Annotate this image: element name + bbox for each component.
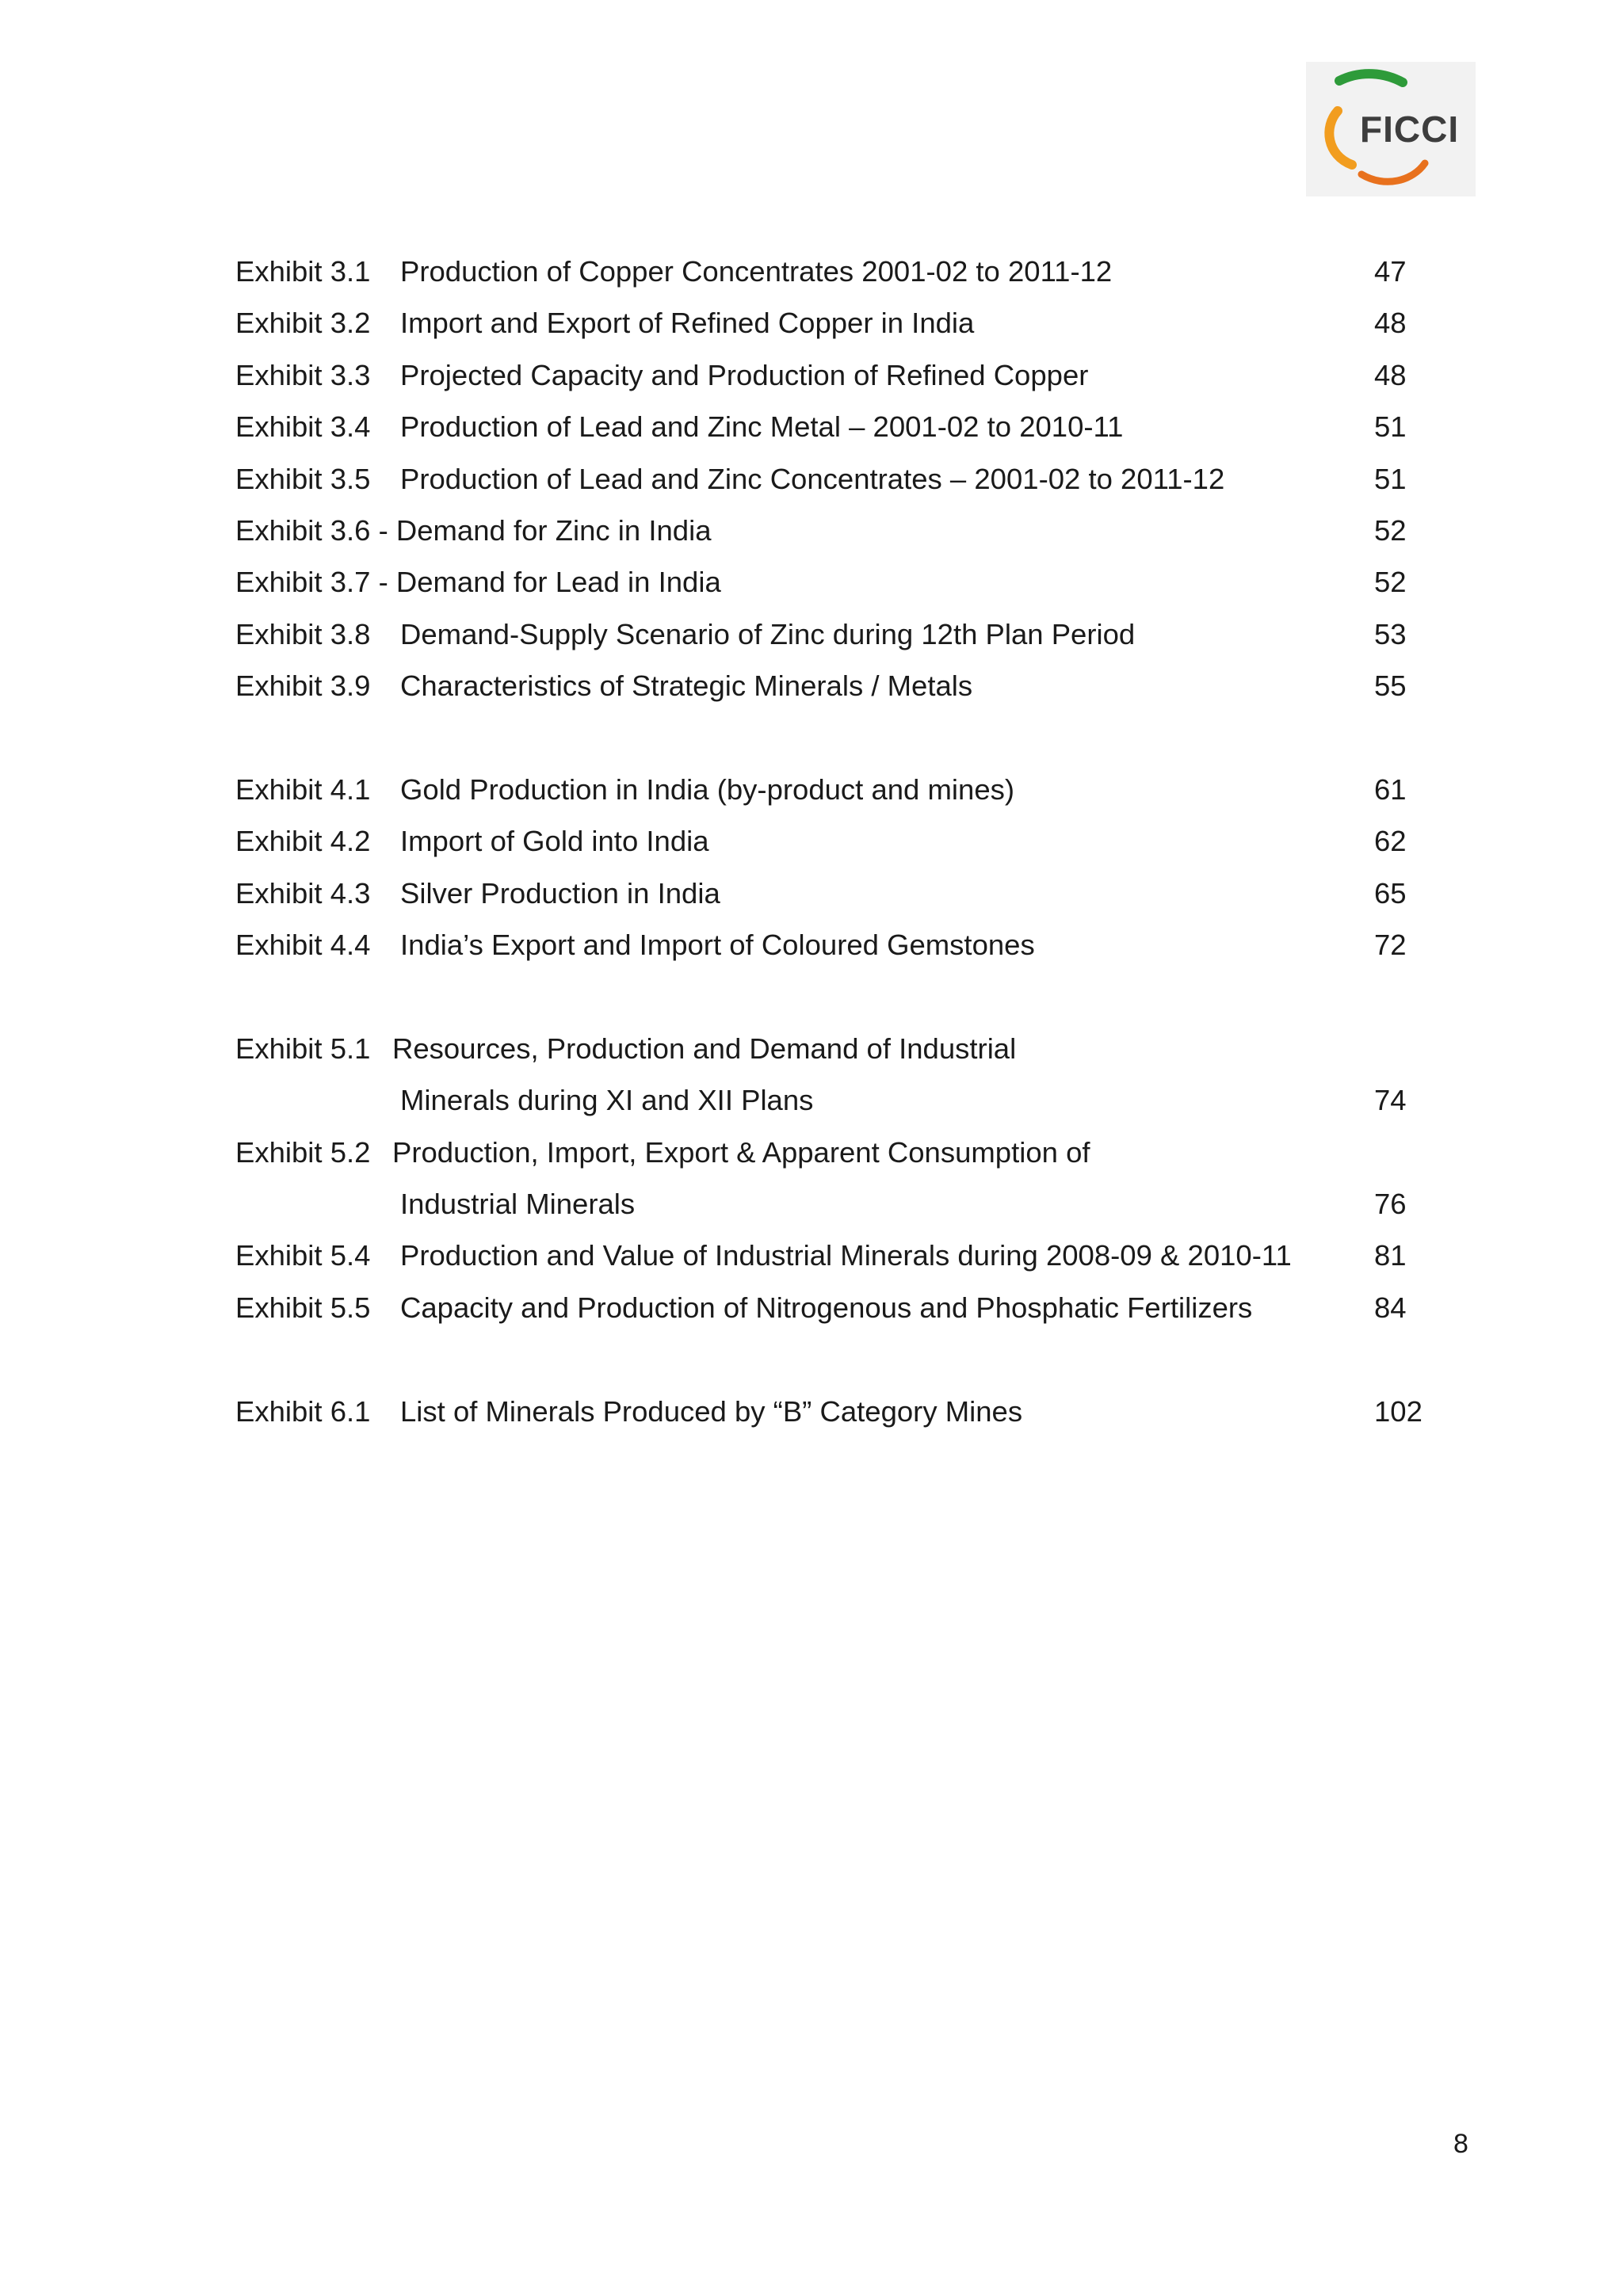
- toc-entry[interactable]: [235, 1023, 1440, 1074]
- entry-page: 52: [1374, 513, 1407, 547]
- toc-entry[interactable]: [235, 764, 1440, 815]
- entry-page: 102: [1374, 1394, 1423, 1428]
- entry-page: 53: [1374, 617, 1407, 650]
- entry-label: Exhibit 4.1: [235, 772, 371, 806]
- entry-page: 74: [1374, 1084, 1407, 1117]
- entry-label: Exhibit 5.2: [235, 1135, 371, 1169]
- entry-label: Exhibit 3.4: [235, 410, 371, 444]
- entry-title: Production of Lead and Zinc Concentrates – 2001-02 to 2011-12: [400, 462, 1225, 495]
- entry-page: 65: [1374, 876, 1407, 910]
- entry-title: Characteristics of Strategic Minerals / Metals: [400, 669, 973, 703]
- entry-label: Exhibit 6.1: [235, 1394, 371, 1428]
- toc-entry[interactable]: [235, 660, 1440, 711]
- entry-page: 84: [1374, 1291, 1407, 1324]
- section-gap: [235, 712, 1440, 764]
- entry-page: 72: [1374, 929, 1407, 962]
- entry-title: Import of Gold into India: [400, 825, 709, 858]
- toc-entry-continuation[interactable]: [235, 1178, 1440, 1230]
- entry-title: Import and Export of Refined Copper in India: [400, 307, 975, 340]
- entry-label: Exhibit 3.5: [235, 462, 371, 495]
- entry-page: 61: [1374, 772, 1407, 806]
- entry-page: 52: [1374, 566, 1407, 599]
- entry-title: Projected Capacity and Production of Refined Copper: [400, 358, 1089, 391]
- entry-title: Production, Import, Export & Apparent Consumption of: [392, 1135, 1090, 1169]
- entry-label: Exhibit 4.2: [235, 825, 371, 858]
- section-gap: [235, 1333, 1440, 1385]
- entry-page: 55: [1374, 669, 1407, 703]
- toc-entry[interactable]: [235, 401, 1440, 452]
- toc-entry[interactable]: [235, 297, 1440, 349]
- entry-title: Resources, Production and Demand of Industrial: [392, 1032, 1017, 1065]
- entry-title: List of Minerals Produced by “B” Category Mines: [400, 1394, 1023, 1428]
- entry-label: Exhibit 5.5: [235, 1291, 371, 1324]
- section-gap: [235, 971, 1440, 1022]
- toc-entry[interactable]: [235, 1386, 1440, 1437]
- entry-label: Exhibit 3.8: [235, 617, 371, 650]
- toc-entry[interactable]: [235, 608, 1440, 660]
- logo-text: FICCI: [1360, 109, 1460, 150]
- entry-page: 81: [1374, 1239, 1407, 1272]
- page-number: 8: [1453, 2129, 1468, 2159]
- toc-entry[interactable]: [235, 453, 1440, 505]
- toc-entry[interactable]: [235, 349, 1440, 401]
- entry-page: 47: [1374, 255, 1407, 288]
- entry-title-continued: Minerals during XI and XII Plans: [400, 1084, 814, 1117]
- entry-label: Exhibit 3.2: [235, 307, 371, 340]
- entry-title: Capacity and Production of Nitrogenous and Phosphatic Fertilizers: [400, 1291, 1253, 1324]
- exhibit-list: [235, 246, 1440, 1437]
- toc-entry[interactable]: [235, 919, 1440, 971]
- entry-page: 62: [1374, 825, 1407, 858]
- entry-title: Production and Value of Industrial Minerals during 2008-09 & 2010-11: [400, 1239, 1292, 1272]
- entry-title: Gold Production in India (by-product and mines): [400, 772, 1015, 806]
- toc-entry[interactable]: [235, 1230, 1440, 1281]
- entry-title: Silver Production in India: [400, 876, 720, 910]
- entry-page: 51: [1374, 410, 1407, 444]
- entry-label: Exhibit 5.1: [235, 1032, 371, 1065]
- toc-entry[interactable]: [235, 556, 1440, 608]
- ficci-logo: [1306, 62, 1476, 196]
- toc-entry-continuation[interactable]: [235, 1074, 1440, 1126]
- entry-label: Exhibit 3.1: [235, 255, 371, 288]
- entry-page: 76: [1374, 1188, 1407, 1221]
- entry-title: Demand-Supply Scenario of Zinc during 12th Plan Period: [400, 617, 1136, 650]
- entry-page: 48: [1374, 358, 1407, 391]
- toc-entry[interactable]: [235, 1127, 1440, 1178]
- entry-title: Production of Copper Concentrates 2001-02 to 2011-12: [400, 255, 1113, 288]
- toc-entry[interactable]: [235, 1282, 1440, 1333]
- entry-text: Exhibit 3.6 - Demand for Zinc in India: [235, 513, 712, 547]
- toc-entry[interactable]: [235, 246, 1440, 297]
- entry-title: India’s Export and Import of Coloured Gemstones: [400, 929, 1035, 962]
- toc-entry[interactable]: [235, 868, 1440, 919]
- entry-page: 48: [1374, 307, 1407, 340]
- toc-entry[interactable]: [235, 505, 1440, 556]
- toc-entry[interactable]: [235, 815, 1440, 867]
- entry-label: Exhibit 3.9: [235, 669, 371, 703]
- entry-label: Exhibit 4.4: [235, 929, 371, 962]
- entry-text: Exhibit 3.7 - Demand for Lead in India: [235, 566, 721, 599]
- entry-page: 51: [1374, 462, 1407, 495]
- entry-label: Exhibit 5.4: [235, 1239, 371, 1272]
- entry-label: Exhibit 4.3: [235, 876, 371, 910]
- entry-title-continued: Industrial Minerals: [400, 1188, 636, 1221]
- entry-title: Production of Lead and Zinc Metal – 2001-02 to 2010-11: [400, 410, 1124, 444]
- entry-label: Exhibit 3.3: [235, 358, 371, 391]
